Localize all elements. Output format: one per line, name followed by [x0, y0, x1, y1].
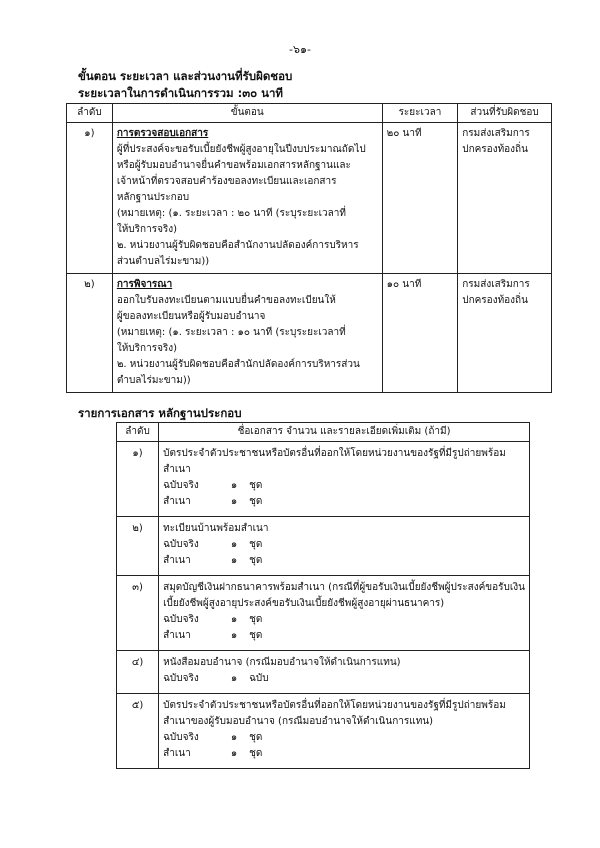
copy-unit: ชุด	[249, 630, 263, 641]
step-duration	[382, 274, 458, 393]
copy-unit: ชุด	[249, 480, 263, 491]
document-detail	[159, 651, 530, 694]
document-detail	[159, 517, 530, 576]
copy-count	[163, 671, 525, 687]
copy-unit: ชุด	[249, 614, 263, 625]
step-line: ออกใบรับลงทะเบียนตามแบบยื่นคำขอลงทะเบียนให้	[116, 295, 336, 306]
copy-type: ฉบับจริง	[163, 539, 199, 550]
step-line: เจ้าหน้าที่ตรวจสอบคำร้องขอลงทะเบียนและเอกสาร	[116, 176, 337, 187]
copy-count	[163, 730, 525, 746]
document-line: สมุดบัญชีเงินฝากธนาคารพร้อมสำเนา (กรณีที่ผู้ขอรับเงินเบี้ยยังชีพผู้ประสงค์ขอรับเงิน	[163, 582, 525, 593]
table-row	[117, 442, 530, 517]
copy-count	[163, 494, 525, 510]
step-line: หลักฐานประกอบ	[116, 192, 190, 203]
copy-quantity: ๑	[230, 480, 238, 491]
copy-unit: ชุด	[249, 748, 263, 759]
unit-line: กรมส่งเสริมการ	[462, 279, 530, 290]
page-number: -๖๑-	[289, 43, 311, 56]
copy-quantity: ๑	[230, 555, 238, 566]
copy-count	[163, 628, 525, 644]
copy-count	[163, 537, 525, 553]
copy-type: ฉบับจริง	[163, 673, 199, 684]
responsible-unit	[458, 123, 552, 274]
copy-unit: ชุด	[249, 539, 263, 550]
copy-unit: ชุด	[249, 732, 263, 743]
header-order: ลำดับ	[67, 104, 113, 123]
document-line: บัตรประจำตัวประชาชนหรือบัตรอื่นที่ออกให้โดยหน่วยงานของรัฐที่มีรูปถ่ายพร้อม	[163, 700, 506, 711]
document-line: เบี้ยยังชีพผู้สูงอายุประสงค์ขอรับเงินเบี้ยยังชีพผู้สูงอายุผ่านธนาคาร)	[163, 598, 445, 609]
copy-quantity: ๑	[230, 496, 238, 507]
copy-type: ฉบับจริง	[163, 480, 199, 491]
documents-heading: รายการเอกสาร หลักฐานประกอบ	[78, 406, 242, 420]
unit-line: กรมส่งเสริมการ	[462, 128, 530, 139]
copy-quantity: ๑	[230, 673, 238, 684]
copy-type: สำเนา	[163, 496, 191, 507]
duration-line: ๒๐ นาที	[386, 128, 422, 139]
table-row	[67, 123, 552, 274]
document-line: สำเนา	[163, 464, 191, 475]
step-line: ผู้ที่ประสงค์จะขอรับเบี้ยยังชีพผู้สูงอายุในปีงบประมาณถัดไป	[116, 144, 366, 155]
copy-unit: ฉบับ	[249, 673, 269, 684]
documents-table	[116, 422, 530, 769]
responsible-unit	[458, 274, 552, 393]
step-description	[112, 274, 382, 393]
unit-line: ปกครองท้องถิ่น	[462, 144, 528, 155]
step-line: ส่วนตำบลไร่มะขาม))	[116, 256, 210, 267]
documents-table-header	[117, 423, 530, 442]
header-step: ขั้นตอน	[112, 104, 382, 123]
step-line: ให้บริการจริง)	[116, 224, 178, 235]
copy-count	[163, 553, 525, 569]
document-number: ๑)	[117, 442, 159, 517]
steps-heading: ขั้นตอน ระยะเวลา และส่วนงานที่รับผิดชอบ	[78, 69, 293, 83]
header-order: ลำดับ	[117, 423, 159, 442]
step-line: ๒. หน่วยงานผู้รับผิดชอบคือสำนักงานปลัดองค์การบริหาร	[116, 240, 359, 251]
step-number: ๑)	[67, 123, 113, 274]
table-row	[117, 694, 530, 769]
step-line: ๒. หน่วยงานผู้รับผิดชอบคือสำนักปลัดองค์การบริหารส่วน	[116, 359, 360, 370]
document-number: ๒)	[117, 517, 159, 576]
step-line: หรือผู้รับมอบอำนาจยื่นคำขอพร้อมเอกสารหลักฐานและ	[116, 160, 351, 171]
document-line: สำเนาของผู้รับมอบอำนาจ (กรณีมอบอำนาจให้ดำเนินการแทน)	[163, 716, 434, 727]
table-row	[117, 651, 530, 694]
copy-quantity: ๑	[230, 614, 238, 625]
step-line: ผู้ขอลงทะเบียนหรือผู้รับมอบอำนาจ	[116, 311, 266, 322]
step-number: ๒)	[67, 274, 113, 393]
header-duration: ระยะเวลา	[382, 104, 458, 123]
duration-line: ๑๐ นาที	[386, 279, 422, 290]
step-line: (หมายเหตุ: (๑. ระยะเวลา : ๒๐ นาที (ระบุระยะเวลาที่	[116, 208, 346, 219]
copy-unit: ชุด	[249, 555, 263, 566]
copy-quantity: ๑	[230, 539, 238, 550]
unit-line: ปกครองท้องถิ่น	[462, 295, 528, 306]
step-duration	[382, 123, 458, 274]
document-number: ๔)	[117, 651, 159, 694]
copy-type: สำเนา	[163, 748, 191, 759]
copy-count	[163, 612, 525, 628]
copy-type: สำเนา	[163, 555, 191, 566]
step-line: ให้บริการจริง)	[116, 343, 178, 354]
document-line: หนังสือมอบอำนาจ (กรณีมอบอำนาจให้ดำเนินการแทน)	[163, 657, 401, 668]
total-time-heading: ระยะเวลาในการดำเนินการรวม :๓๐ นาที	[78, 86, 284, 100]
document-number: ๓)	[117, 576, 159, 651]
document-detail	[159, 694, 530, 769]
copy-type: สำเนา	[163, 630, 191, 641]
copy-count	[163, 478, 525, 494]
steps-table-header	[67, 104, 552, 123]
copy-quantity: ๑	[230, 630, 238, 641]
copy-unit: ชุด	[249, 496, 263, 507]
copy-quantity: ๑	[230, 732, 238, 743]
document-line: ทะเบียนบ้านพร้อมสำเนา	[163, 523, 269, 534]
document-line: บัตรประจำตัวประชาชนหรือบัตรอื่นที่ออกให้โดยหน่วยงานของรัฐที่มีรูปถ่ายพร้อม	[163, 448, 506, 459]
header-responsible-unit: ส่วนที่รับผิดชอบ	[458, 104, 552, 123]
copy-type: ฉบับจริง	[163, 732, 199, 743]
step-description	[112, 123, 382, 274]
step-line: ตำบลไร่มะขาม))	[116, 375, 191, 386]
header-document: ชื่อเอกสาร จำนวน และรายละเอียดเพิ่มเติม (ถ้ามี)	[159, 423, 530, 442]
step-line: (หมายเหตุ: (๑. ระยะเวลา : ๑๐ นาที (ระบุระยะเวลาที่	[116, 327, 346, 338]
table-row	[117, 576, 530, 651]
step-title: การตรวจสอบเอกสาร	[116, 128, 209, 139]
document-number: ๕)	[117, 694, 159, 769]
copy-type: ฉบับจริง	[163, 614, 199, 625]
steps-table	[66, 103, 552, 393]
table-row	[117, 517, 530, 576]
copy-count	[163, 746, 525, 762]
document-detail	[159, 576, 530, 651]
copy-quantity: ๑	[230, 748, 238, 759]
step-title: การพิจารณา	[116, 279, 173, 290]
table-row	[67, 274, 552, 393]
document-detail	[159, 442, 530, 517]
